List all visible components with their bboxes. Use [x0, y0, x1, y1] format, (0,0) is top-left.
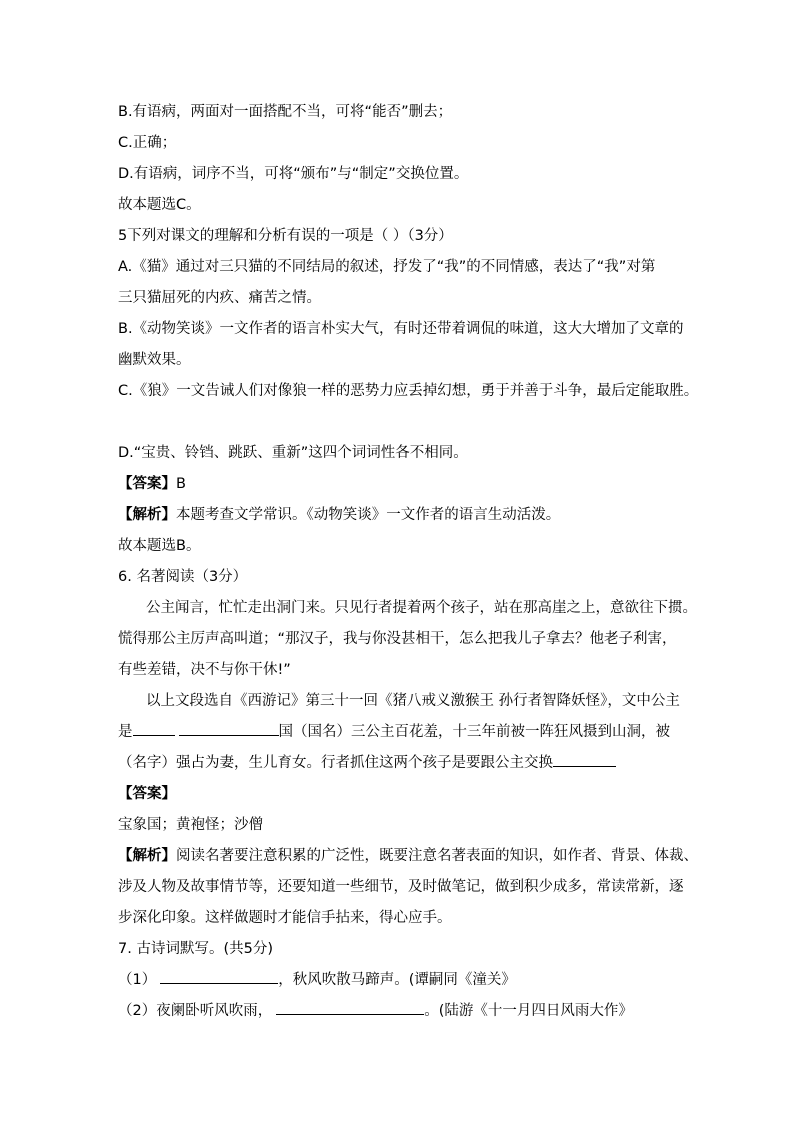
q5-option-c: C.《狼》一文告诫人们对像狼一样的恶势力应丢掉幻想，勇于并善于斗争，最后定能取胜。	[118, 383, 699, 399]
answer-label: 【答案】	[118, 786, 176, 802]
q6-answer-label	[118, 779, 698, 810]
q7-item-1	[118, 965, 698, 996]
prompt-text: 是	[118, 724, 133, 740]
item-number: （1）	[118, 972, 157, 988]
fill-blank[interactable]	[276, 996, 424, 1015]
q6-answer: 宝象国；黄袍怪；沙僧	[118, 817, 263, 833]
item-text: 。(陆游《十一月四日风雨大作》	[424, 1003, 633, 1019]
document-page	[118, 97, 698, 1027]
q7-question: 7. 古诗词默写。(共5分)	[118, 941, 273, 957]
analysis-label: 【解析】	[118, 848, 176, 864]
fill-blank[interactable]	[133, 717, 175, 736]
analysis-text: 阅读名著要注意积累的广泛性，既要注意名著表面的知识，如作者、背景、体裁、	[176, 848, 698, 864]
answer-label: 【答案】	[118, 476, 176, 492]
q5-option-b-line2: 幽默效果。	[118, 352, 191, 368]
fill-blank[interactable]	[160, 965, 278, 984]
blank-line	[118, 407, 698, 438]
q4-option-b: B.有语病，两面对一面搭配不当，可将“能否”删去；	[118, 104, 453, 120]
q7-item-2	[118, 996, 698, 1027]
fill-blank[interactable]	[179, 717, 279, 736]
q6-prompt-line3	[118, 748, 698, 779]
item-number: （2）	[118, 1003, 157, 1019]
analysis-label: 【解析】	[118, 507, 176, 523]
fill-blank[interactable]	[553, 748, 616, 767]
prompt-text: （名字）强占为妻，生儿育女。行者抓住这两个孩子是要跟公主交换	[118, 755, 553, 771]
q6-passage-line2: 慌得那公主厉声高叫道；“那汉子，我与你没甚相干，怎么把我儿子拿去？他老子利害，	[118, 631, 677, 647]
q5-option-d: D.“宝贵、铃铛、跳跃、重新”这四个词词性各不相同。	[118, 445, 468, 461]
q6-analysis-line3: 步深化印象。这样做题时才能信手拈来，得心应手。	[118, 910, 452, 926]
q6-prompt-line1: 以上文段选自《西游记》第三十一回《猪八戒义激猴王 孙行者智降妖怪》，文中公主	[146, 693, 680, 709]
q5-question: 5下列对课文的理解和分析有误的一项是（ ）（3分）	[118, 228, 453, 244]
q5-option-b-line1: B.《动物笑谈》一文作者的语言朴实大气，有时还带着调侃的味道，这大大增加了文章的	[118, 321, 684, 337]
q4-option-d: D.有语病，词序不当，可将“颁布”与“制定”交换位置。	[118, 166, 469, 182]
item-text: 夜阑卧听风吹雨，	[156, 1003, 273, 1019]
q6-question: 6. 名著阅读（3分）	[118, 569, 248, 585]
q4-conclusion: 故本题选C。	[118, 197, 201, 213]
prompt-text: 国（国名）三公主百花羞，十三年前被一阵狂风摄到山洞，被	[278, 724, 670, 740]
q5-option-a-line1: A.《猫》通过对三只猫的不同结局的叙述，抒发了“我”的不同情感，表达了“我”对第	[118, 259, 656, 275]
q6-analysis-line2: 涉及人物及故事情节等，还要知道一些细节，及时做笔记，做到积少成多，常读常新，逐	[118, 879, 684, 895]
q6-prompt-line2	[118, 717, 698, 748]
q4-option-c: C.正确；	[118, 135, 177, 151]
q6-passage-line3: 有些差错，决不与你干休!”	[118, 662, 291, 678]
q6-analysis-line1	[118, 841, 698, 872]
q5-option-a-line2: 三只猫屈死的内疚、痛苦之情。	[118, 290, 321, 306]
q5-conclusion: 故本题选B。	[118, 538, 201, 554]
q6-passage-line1: 公主闻言，忙忙走出洞门来。只见行者提着两个孩子，站在那高崖之上，意欲往下掼。	[146, 600, 697, 616]
q5-answer	[118, 469, 698, 500]
item-text: ，秋风吹散马蹄声。(谭嗣同《潼关》	[278, 972, 516, 988]
answer-value: B	[176, 476, 186, 492]
analysis-text: 本题考查文学常识。《动物笑谈》一文作者的语言生动活泼。	[176, 507, 561, 523]
q5-analysis	[118, 500, 698, 531]
